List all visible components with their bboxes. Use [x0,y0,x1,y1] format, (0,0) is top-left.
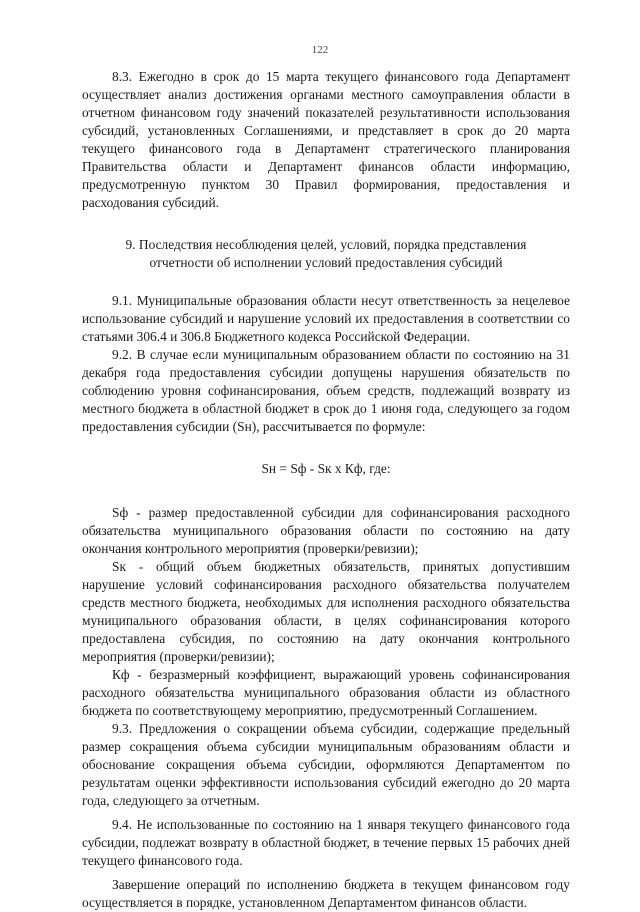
page-number: 122 [311,44,329,56]
section-9-heading: 9. Последствия несоблюдения целей, условий, порядка представления отчетности об исполнении условий предоставления субсидий [125,237,527,270]
paragraph-9-3: 9.3. Предложения о сокращении объема субсидии, содержащие предельный размер сокращения объема субсидии муниципальным образованиям области и обоснование сокращения объема субсидии, оформляются Департаментом по результатам оценки эффективности использования субсидий ежегодно до 20 марта года, следующего за отчетным. [82,721,570,808]
definition-sf: Sф - размер предоставленной субсидии для софинансирования расходного обязательства муниципального образования области по состоянию на дату окончания контрольного мероприятия (проверки/ревизии); [82,505,570,556]
paragraph-final: Завершение операций по исполнению бюджета в текущем финансовом году осуществляется в порядке, установленном Департаментом финансов области. [82,877,570,910]
definition-sk: Sк - общий объем бюджетных обязательств, принятых допустившим нарушение условий софинансирования расходного обязательства получателем средств местного бюджета, необходимых для исполнения расходного обязательства муниципального образования области, в целях софинансирования которого предоставлена субсидия, по состоянию на дату окончания контрольного мероприятия (проверки/ревизии); [82,559,570,664]
paragraph-9-2: 9.2. В случае если муниципальным образованием области по состоянию на 31 декабря года предоставления субсидии допущены нарушения обязательств по соблюдению уровня софинансирования, объем средств, подлежащий возврату из местного бюджета в областной бюджет в срок до 1 июня года, следующего за годом предоставления субсидии (Sн), рассчитывается по формуле: [82,347,570,434]
paragraph-8-3: 8.3. Ежегодно в срок до 15 марта текущего финансового года Департамент осуществляет анализ достижения органами местного самоуправления области в отчетном финансовом году значений показателей результативности использования субсидий, установленных Соглашениями, и представляет в срок до 20 марта текущего финансового года в Департамент стратегического планирования Правительства области и Департамент финансов области информацию, предусмотренную пунктом 30 Правил формирования, предоставления и расходования субсидий. [82,69,570,210]
paragraph-9-4: 9.4. Не использованные по состоянию на 1 января текущего финансового года субсидии, подлежат возврату в областной бюджет, в течение первых 15 рабочих дней текущего финансового года. [82,817,570,868]
definition-kf: Кф - безразмерный коэффициент, выражающий уровень софинансирования расходного обязательства муниципального образования области из областного бюджета по соответствующему мероприятию, предусмотренный Соглашением. [82,667,570,718]
formula: Sн = Sф - Sк x Кф, где: [261,461,391,476]
paragraph-9-1: 9.1. Муниципальные образования области несут ответственность за нецелевое использование субсидий и нарушение условий их предоставления в соответствии со статьями 306.4 и 306.8 Бюджетного кодекса Российской Федерации. [82,293,570,344]
document-body [82,68,570,912]
